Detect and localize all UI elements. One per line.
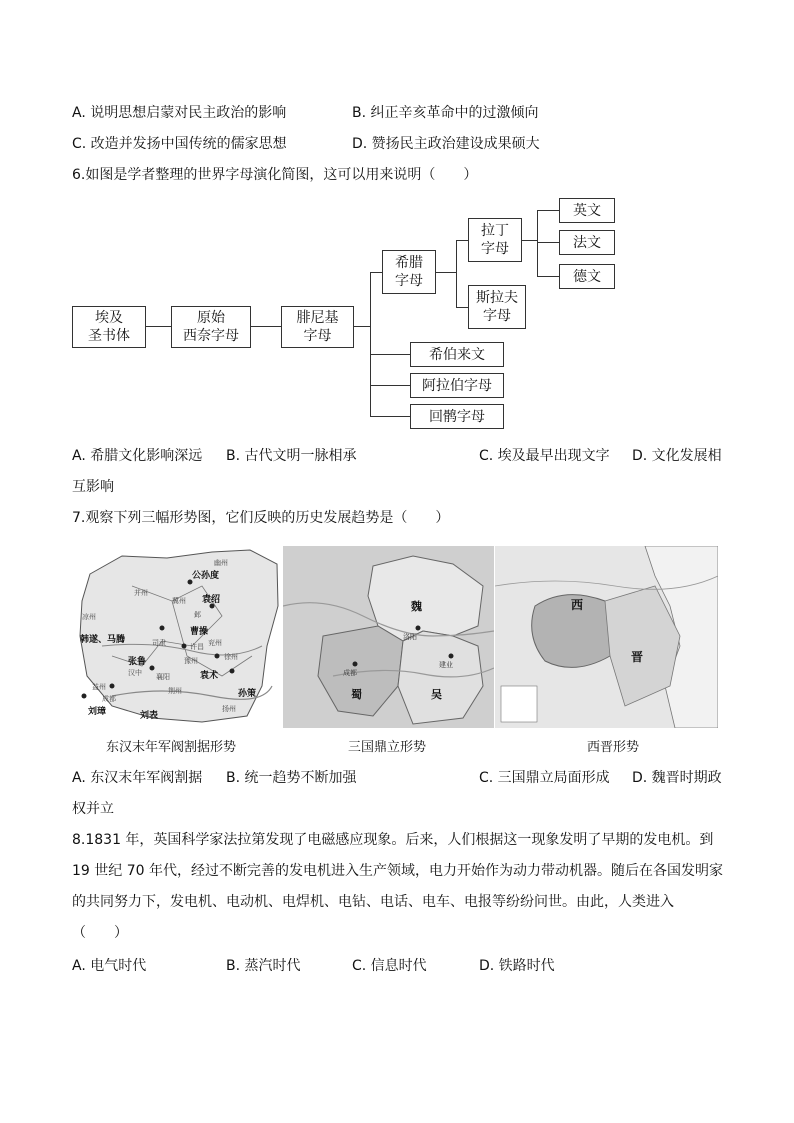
connector <box>456 240 457 307</box>
map1-label-liangzhou: 凉州 <box>82 613 96 621</box>
box-arabic: 阿拉伯字母 <box>410 373 504 398</box>
q8-stem-line2: 19 世纪 70 年代，经过不断完善的发电机进入生产领域，电力开始作为动力带动机器。随后在各国发明家 <box>72 863 723 879</box>
map2-label-wei: 魏 <box>411 600 422 613</box>
map-three-kingdoms <box>283 546 494 728</box>
box-hebrew: 希伯来文 <box>410 342 504 367</box>
box-egypt: 埃及 圣书体 <box>72 306 146 348</box>
box-greek: 希腊 字母 <box>382 250 436 294</box>
box-phoenician: 腓尼基 字母 <box>281 306 354 348</box>
connector <box>537 276 559 277</box>
q6-option-d: D. 文化发展相 <box>632 448 722 464</box>
map2-caption: 三国鼎立形势 <box>348 740 427 755</box>
q7-option-b: B. 统一趋势不断加强 <box>226 770 357 786</box>
map1-label-jingzhou: 荆州 <box>168 687 182 695</box>
connector <box>537 210 559 211</box>
q8-stem-line1: 8.1831 年，英国科学家法拉第发现了电磁感应现象。后来，人们根据这一现象发明了早期的发电机。到 <box>72 832 714 848</box>
q6-option-c: C. 埃及最早出现文字 <box>479 448 610 464</box>
map1-label-gongsundu: 公孙度 <box>192 571 220 581</box>
connector <box>370 385 410 386</box>
box-proto-sinaitic: 原始 西奈字母 <box>171 306 251 348</box>
map2-label-luoyang: 洛阳 <box>403 633 417 641</box>
map1-label-hanzhong: 汉中 <box>128 669 142 677</box>
map1-label-youzhou: 幽州 <box>214 559 228 567</box>
q6-option-d-continued: 互影响 <box>72 479 114 495</box>
map1-label-yangzhou: 扬州 <box>222 705 236 713</box>
connector <box>537 242 559 243</box>
map3-label-jin: 晋 <box>631 650 644 664</box>
box-uyghur: 回鹘字母 <box>410 404 504 429</box>
connector <box>537 210 538 277</box>
box-french: 法文 <box>559 230 615 255</box>
map1-label-chengdu: 成都 <box>102 695 116 703</box>
q7-option-c: C. 三国鼎立局面形成 <box>479 770 610 786</box>
q5-option-d: D. 赞扬民主政治建设成果硕大 <box>352 136 540 152</box>
q7-option-a: A. 东汉末年军阀割据 <box>72 770 203 786</box>
q7-option-d-continued: 权并立 <box>72 801 114 817</box>
map1-label-sili: 司隶 <box>152 639 166 647</box>
box-latin: 拉丁 字母 <box>468 218 522 262</box>
map1-label-liuzhang: 刘璋 <box>88 707 107 717</box>
map2-label-shu: 蜀 <box>351 688 362 701</box>
map1-label-caocao: 曹操 <box>190 627 209 637</box>
q8-option-d: D. 铁路时代 <box>479 958 555 974</box>
box-german: 德文 <box>559 264 615 289</box>
map1-label-yuzhou: 豫州 <box>184 657 198 665</box>
q7-stem: 7.观察下列三幅形势图，它们反映的历史发展趋势是（ ） <box>72 510 450 526</box>
map1-label-xiangyang: 襄阳 <box>156 673 170 681</box>
connector <box>522 240 537 241</box>
connector <box>370 354 410 355</box>
map1-label-yanzhou: 兖州 <box>208 639 222 647</box>
connector <box>354 326 370 327</box>
connector <box>456 240 468 241</box>
map1-label-xuchang: 许昌 <box>190 643 204 651</box>
q8-stem-line3: 的共同努力下，发电机、电动机、电焊机、电钻、电话、电车、电报等纷纷问世。由此，人类进入 <box>72 894 674 910</box>
q8-stem-line4: （ ） <box>72 925 128 941</box>
map2-label-chengdu: 成都 <box>343 669 357 677</box>
connector <box>370 272 382 273</box>
map1-label-liubiao: 刘表 <box>140 711 159 721</box>
map1-label-bingzhou: 并州 <box>134 589 148 597</box>
connector <box>456 307 468 308</box>
map1-label-sunce: 孙策 <box>238 689 257 699</box>
connector <box>436 272 456 273</box>
map1-label-xuzhou: 徐州 <box>224 653 238 661</box>
q5-option-a: A. 说明思想启蒙对民主政治的影响 <box>72 105 287 121</box>
connector <box>146 326 171 327</box>
box-slavic: 斯拉夫 字母 <box>468 285 526 329</box>
connector <box>370 272 371 417</box>
box-english: 英文 <box>559 198 615 223</box>
map3-label-xi: 西 <box>571 598 584 612</box>
map1-label-hansui-mateng: 韩遂、马腾 <box>80 635 126 645</box>
q7-option-d: D. 魏晋时期政 <box>632 770 722 786</box>
map-western-jin <box>495 546 718 728</box>
map2-label-jianye: 建业 <box>439 661 453 669</box>
map1-label-yizhou: 益州 <box>92 683 106 691</box>
map1-label-yuanshao: 袁绍 <box>202 595 221 605</box>
map1-caption: 东汉末年军阀割据形势 <box>106 740 237 755</box>
connector <box>251 326 281 327</box>
q5-option-b: B. 纠正辛亥革命中的过激倾向 <box>352 105 539 121</box>
q5-option-c: C. 改造并发扬中国传统的儒家思想 <box>72 136 287 152</box>
map1-label-zhanglu: 张鲁 <box>128 657 147 667</box>
q8-option-a: A. 电气时代 <box>72 958 147 974</box>
map1-label-yuanshu: 袁术 <box>200 671 219 681</box>
q8-option-b: B. 蒸汽时代 <box>226 958 301 974</box>
q6-stem: 6.如图是学者整理的世界字母演化简图，这可以用来说明（ ） <box>72 167 478 183</box>
map3-caption: 西晋形势 <box>587 740 640 755</box>
map2-label-wu: 吴 <box>431 688 442 701</box>
q6-option-b: B. 古代文明一脉相承 <box>226 448 357 464</box>
connector <box>370 416 410 417</box>
map-eastern-han-warlords <box>72 546 282 728</box>
map1-label-jizhou: 冀州 <box>172 597 186 605</box>
q6-option-a: A. 希腊文化影响深远 <box>72 448 203 464</box>
q8-option-c: C. 信息时代 <box>352 958 427 974</box>
map1-label-ye: 邺 <box>194 611 201 619</box>
